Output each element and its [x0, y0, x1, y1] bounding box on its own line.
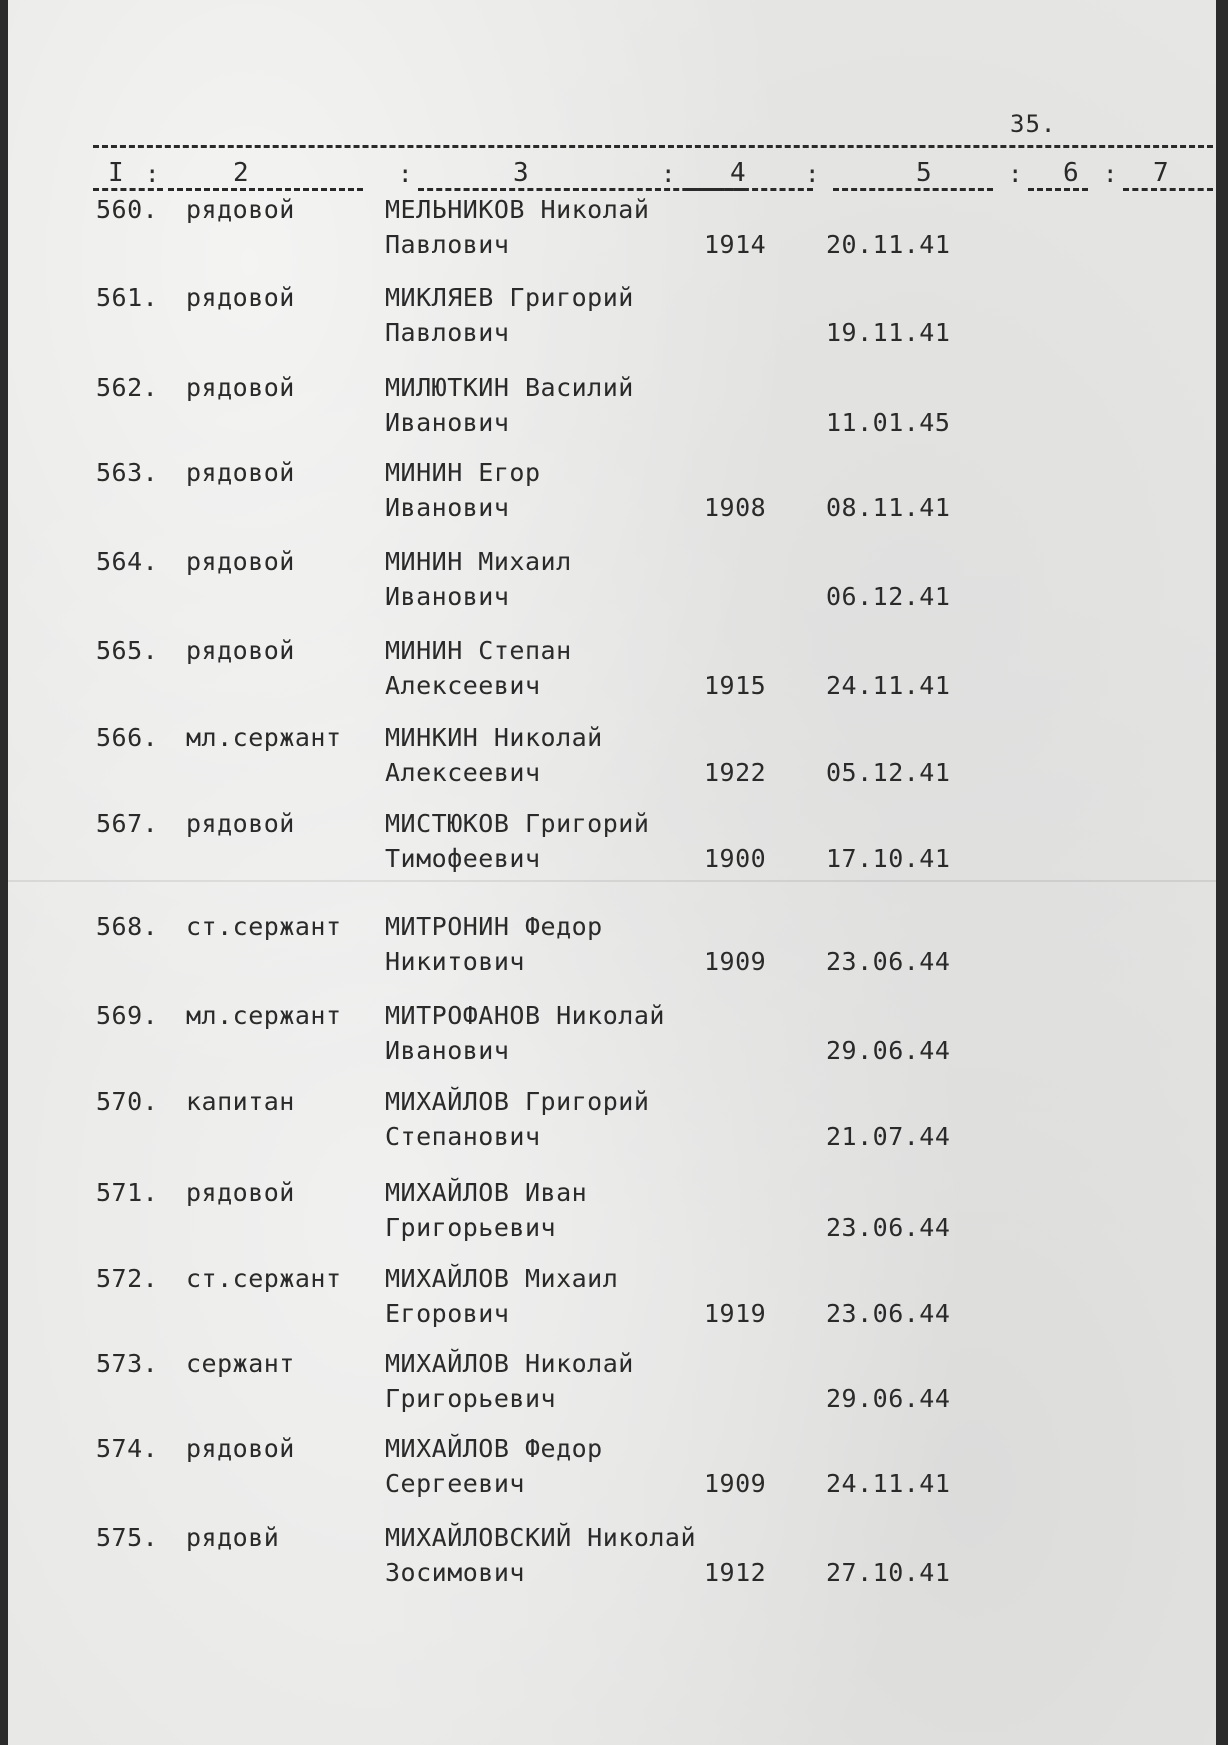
- row-number: 569.: [96, 1001, 159, 1030]
- date: 23.06.44: [826, 1299, 951, 1328]
- patronymic: Зосимович: [385, 1558, 525, 1587]
- column-header-2: 2: [233, 158, 249, 188]
- row-number: 568.: [96, 912, 159, 941]
- rank: рядовой: [186, 809, 295, 838]
- patronymic: Степанович: [385, 1122, 541, 1151]
- patronymic: Иванович: [385, 408, 510, 437]
- surname-first-name: МИХАЙЛОВ Иван: [385, 1178, 588, 1207]
- column-header-7: 7: [1153, 158, 1169, 188]
- patronymic: Алексеевич: [385, 671, 541, 700]
- date: 29.06.44: [826, 1036, 951, 1065]
- table-row: [8, 809, 1216, 885]
- rank: рядовой: [186, 636, 295, 665]
- header-dash: [1028, 188, 1088, 191]
- birth-year: 1909: [704, 947, 767, 976]
- surname-first-name: МИНИН Степан: [385, 636, 572, 665]
- surname-first-name: МИСТЮКОВ Григорий: [385, 809, 650, 838]
- birth-year: 1900: [704, 844, 767, 873]
- row-number: 561.: [96, 283, 159, 312]
- surname-first-name: МИХАЙЛОВ Николай: [385, 1349, 634, 1378]
- rank: рядовй: [186, 1523, 280, 1552]
- date: 05.12.41: [826, 758, 951, 787]
- row-number: 575.: [96, 1523, 159, 1552]
- row-number: 560.: [96, 195, 159, 224]
- column-header-3: 3: [513, 158, 529, 188]
- surname-first-name: МИЛЮТКИН Василий: [385, 373, 634, 402]
- rank: рядовой: [186, 1178, 295, 1207]
- rank: рядовой: [186, 458, 295, 487]
- row-number: 571.: [96, 1178, 159, 1207]
- patronymic: Григорьевич: [385, 1213, 557, 1242]
- header-separator: :: [661, 160, 676, 188]
- table-row: [8, 458, 1216, 534]
- surname-first-name: МИХАЙЛОВСКИЙ Николай: [385, 1523, 697, 1552]
- patronymic: Иванович: [385, 493, 510, 522]
- birth-year: 1914: [704, 230, 767, 259]
- rank: мл.сержант: [186, 1001, 342, 1030]
- date: 20.11.41: [826, 230, 951, 259]
- surname-first-name: МИКЛЯЕВ Григорий: [385, 283, 634, 312]
- surname-first-name: МИНКИН Николай: [385, 723, 603, 752]
- rank: сержант: [186, 1349, 295, 1378]
- birth-year: 1908: [704, 493, 767, 522]
- rank: капитан: [186, 1087, 295, 1116]
- date: 24.11.41: [826, 1469, 951, 1498]
- table-row: [8, 1523, 1216, 1599]
- patronymic: Никитович: [385, 947, 525, 976]
- table-row: [8, 1349, 1216, 1425]
- surname-first-name: МИТРОФАНОВ Николай: [385, 1001, 665, 1030]
- date: 19.11.41: [826, 318, 951, 347]
- header-dash: [168, 188, 363, 191]
- header-top-rule: [93, 145, 1213, 148]
- table-row: [8, 723, 1216, 799]
- column-header-5: 5: [916, 158, 932, 188]
- row-number: 574.: [96, 1434, 159, 1463]
- rank: рядовой: [186, 547, 295, 576]
- row-number: 562.: [96, 373, 159, 402]
- rank: рядовой: [186, 283, 295, 312]
- header-dash: [833, 188, 993, 191]
- birth-year: 1912: [704, 1558, 767, 1587]
- table-row: [8, 1178, 1216, 1254]
- date: 11.01.45: [826, 408, 951, 437]
- column-header-4: 4: [730, 158, 746, 188]
- rank: рядовой: [186, 1434, 295, 1463]
- patronymic: Григорьевич: [385, 1384, 557, 1413]
- birth-year: 1922: [704, 758, 767, 787]
- row-number: 566.: [96, 723, 159, 752]
- surname-first-name: МИТРОНИН Федор: [385, 912, 603, 941]
- row-number: 570.: [96, 1087, 159, 1116]
- date: 29.06.44: [826, 1384, 951, 1413]
- row-number: 567.: [96, 809, 159, 838]
- table-row: [8, 636, 1216, 712]
- rank: рядовой: [186, 373, 295, 402]
- column-header-1: I: [108, 158, 124, 188]
- header-separator: :: [145, 160, 160, 188]
- table-row: [8, 283, 1216, 359]
- patronymic: Павлович: [385, 318, 510, 347]
- row-number: 573.: [96, 1349, 159, 1378]
- date: 21.07.44: [826, 1122, 951, 1151]
- surname-first-name: МИХАЙЛОВ Федор: [385, 1434, 603, 1463]
- header-separator: :: [805, 160, 820, 188]
- rank: рядовой: [186, 195, 295, 224]
- table-row: [8, 547, 1216, 623]
- table-row: [8, 1001, 1216, 1077]
- rank: ст.сержант: [186, 1264, 342, 1293]
- document-page: [8, 0, 1216, 1745]
- header-dash: [688, 188, 813, 191]
- surname-first-name: МИНИН Михаил: [385, 547, 572, 576]
- patronymic: Павлович: [385, 230, 510, 259]
- column-header-6: 6: [1063, 158, 1079, 188]
- surname-first-name: МИНИН Егор: [385, 458, 541, 487]
- row-number: 572.: [96, 1264, 159, 1293]
- birth-year: 1915: [704, 671, 767, 700]
- header-separator: :: [1008, 160, 1023, 188]
- table-row: [8, 912, 1216, 988]
- row-number: 563.: [96, 458, 159, 487]
- surname-first-name: МИХАЙЛОВ Григорий: [385, 1087, 650, 1116]
- birth-year: 1919: [704, 1299, 767, 1328]
- row-number: 564.: [96, 547, 159, 576]
- header-separator: :: [1103, 160, 1118, 188]
- table-row: [8, 1264, 1216, 1340]
- table-row: [8, 1087, 1216, 1163]
- date: 17.10.41: [826, 844, 951, 873]
- surname-first-name: МЕЛЬНИКОВ Николай: [385, 195, 650, 224]
- header-separator: :: [398, 160, 413, 188]
- date: 06.12.41: [826, 582, 951, 611]
- patronymic: Сергеевич: [385, 1469, 525, 1498]
- patronymic: Егорович: [385, 1299, 510, 1328]
- table-row: [8, 373, 1216, 449]
- header-dash: [1123, 188, 1213, 191]
- patronymic: Иванович: [385, 582, 510, 611]
- patronymic: Тимофеевич: [385, 844, 541, 873]
- rank: мл.сержант: [186, 723, 342, 752]
- date: 24.11.41: [826, 671, 951, 700]
- date: 27.10.41: [826, 1558, 951, 1587]
- surname-first-name: МИХАЙЛОВ Михаил: [385, 1264, 619, 1293]
- page-number: 35.: [1010, 110, 1057, 138]
- patronymic: Алексеевич: [385, 758, 541, 787]
- row-number: 565.: [96, 636, 159, 665]
- date: 08.11.41: [826, 493, 951, 522]
- date: 23.06.44: [826, 947, 951, 976]
- table-row: [8, 195, 1216, 271]
- date: 23.06.44: [826, 1213, 951, 1242]
- birth-year: 1909: [704, 1469, 767, 1498]
- header-dash: [93, 188, 163, 191]
- column-header: [93, 158, 1213, 194]
- rank: ст.сержант: [186, 912, 342, 941]
- table-row: [8, 1434, 1216, 1510]
- patronymic: Иванович: [385, 1036, 510, 1065]
